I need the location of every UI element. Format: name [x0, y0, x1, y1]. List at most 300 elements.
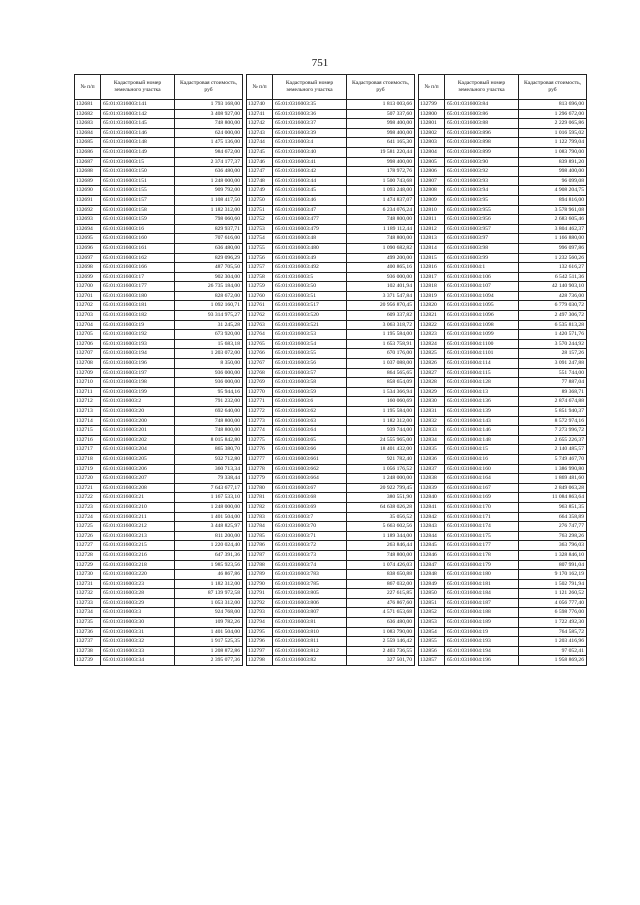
table-row — [419, 167, 587, 177]
cadastral-number: 65:01:0316003:198 — [101, 378, 175, 388]
cadastral-number: 65:01:0316003:206 — [101, 464, 175, 474]
cadastral-value: 748 800,00 — [347, 234, 415, 244]
row-number: 132811 — [419, 215, 445, 225]
table-row — [247, 205, 415, 215]
cadastral-value: 1 401 504,00 — [175, 512, 243, 522]
table-row — [419, 618, 587, 628]
row-number: 132778 — [247, 464, 273, 474]
cadastral-value: 132 616,27 — [519, 263, 587, 273]
table-row — [247, 224, 415, 234]
row-number: 132715 — [75, 426, 101, 436]
cadastral-value: 3 448 825,97 — [175, 522, 243, 532]
row-number: 132764 — [247, 330, 273, 340]
cadastral-number: 65:01:0316004:1100 — [445, 339, 519, 349]
row-number: 132807 — [419, 176, 445, 186]
table-row — [75, 119, 243, 129]
cadastral-number: 65:01:0316003:158 — [101, 205, 175, 215]
table-row — [75, 589, 243, 599]
row-number: 132833 — [419, 426, 445, 436]
cadastral-value: 748 800,00 — [175, 119, 243, 129]
table-row — [419, 397, 587, 407]
cadastral-value: 939 744,00 — [347, 426, 415, 436]
cadastral-value: 748 800,00 — [347, 215, 415, 225]
row-number: 132710 — [75, 378, 101, 388]
table-row — [75, 531, 243, 541]
table-row — [247, 176, 415, 186]
cadastral-value: 35 056,52 — [347, 512, 415, 522]
cadastral-value: 2 403 736,55 — [347, 646, 415, 656]
cadastral-number: 65:01:0316003:783 — [273, 570, 347, 580]
cadastral-number: 65:01:0316004:178 — [445, 550, 519, 560]
cadastral-number: 65:01:0316004:177 — [445, 541, 519, 551]
cadastral-number: 65:01:0316003:41 — [273, 157, 347, 167]
cadastral-value: 829 096,29 — [175, 253, 243, 263]
table-row — [75, 416, 243, 426]
row-number: 132780 — [247, 483, 273, 493]
cadastral-value: 1 083 790,00 — [347, 627, 415, 637]
row-number: 132837 — [419, 464, 445, 474]
cadastral-value: 1 203 072,00 — [175, 349, 243, 359]
cadastral-number: 65:01:0316003:98 — [445, 243, 519, 253]
cadastral-number: 65:01:0316004:196 — [445, 656, 519, 666]
table-row — [247, 109, 415, 119]
cadastral-value: 7 273 996,72 — [519, 426, 587, 436]
row-number: 132792 — [247, 598, 273, 608]
table-row — [75, 502, 243, 512]
table-row — [419, 205, 587, 215]
row-number: 132775 — [247, 435, 273, 445]
cadastral-number: 65:01:0316003:812 — [273, 646, 347, 656]
cadastral-number: 65:01:0316003:6 — [273, 397, 347, 407]
table-row — [75, 157, 243, 167]
row-number: 132797 — [247, 646, 273, 656]
table-row — [75, 646, 243, 656]
table-row — [75, 301, 243, 311]
table-row — [419, 272, 587, 282]
cadastral-value: 1 869 481,60 — [519, 474, 587, 484]
cadastral-number: 65:01:0316003:23 — [101, 579, 175, 589]
table-row — [419, 426, 587, 436]
cadastral-value: 813 696,00 — [519, 100, 587, 110]
cadastral-number: 65:01:0316003:58 — [273, 378, 347, 388]
row-number: 132737 — [75, 637, 101, 647]
row-number: 132782 — [247, 502, 273, 512]
cadastral-value: 9 170 162,19 — [519, 570, 587, 580]
table-row — [419, 186, 587, 196]
cadastral-value: 5 851 940,37 — [519, 407, 587, 417]
row-number: 132713 — [75, 407, 101, 417]
cadastral-number: 65:01:0316004:1098 — [445, 320, 519, 330]
cadastral-value: 3 063 318,72 — [347, 320, 415, 330]
row-number: 132772 — [247, 407, 273, 417]
row-number: 132747 — [247, 167, 273, 177]
cadastral-number: 65:01:0316004:164 — [445, 474, 519, 484]
table-row — [75, 378, 243, 388]
cadastral-value: 636 480,00 — [175, 167, 243, 177]
row-number: 132721 — [75, 483, 101, 493]
row-number: 132768 — [247, 368, 273, 378]
table-row — [419, 598, 587, 608]
row-number: 132816 — [419, 263, 445, 273]
cadastral-value: 909 792,00 — [175, 186, 243, 196]
table-row — [247, 195, 415, 205]
row-number: 132823 — [419, 330, 445, 340]
row-number: 132700 — [75, 282, 101, 292]
row-number: 132688 — [75, 167, 101, 177]
row-number: 132684 — [75, 128, 101, 138]
header-cadastral-number: Кадастровый номер земельного участка — [273, 75, 347, 100]
cadastral-value: 1 182 312,00 — [175, 579, 243, 589]
cadastral-number: 65:01:0316003:99 — [445, 253, 519, 263]
table-row — [75, 330, 243, 340]
table-row — [75, 147, 243, 157]
table-row — [75, 512, 243, 522]
row-number: 132804 — [419, 147, 445, 157]
row-number: 132826 — [419, 359, 445, 369]
cadastral-value: 1 195 584,00 — [347, 330, 415, 340]
cadastral-value: 1 195 584,00 — [347, 407, 415, 417]
table-row — [247, 570, 415, 580]
table-row — [419, 656, 587, 666]
cadastral-number: 65:01:0316003:65 — [273, 435, 347, 445]
table-row — [247, 445, 415, 455]
table-row — [75, 627, 243, 637]
row-number: 132755 — [247, 243, 273, 253]
cadastral-value: 839 891,20 — [519, 157, 587, 167]
cadastral-value: 1 653 758,91 — [347, 339, 415, 349]
row-number: 132825 — [419, 349, 445, 359]
cadastral-value: 3 091 247,88 — [519, 359, 587, 369]
cadastral-number: 65:01:0316003:192 — [101, 330, 175, 340]
row-number: 132736 — [75, 627, 101, 637]
table-row — [419, 311, 587, 321]
cadastral-number: 65:01:0316003:899 — [445, 147, 519, 157]
cadastral-number: 65:01:0316003:50 — [273, 282, 347, 292]
cadastral-number: 65:01:0316003:56 — [273, 359, 347, 369]
cadastral-value: 858 654,09 — [347, 378, 415, 388]
row-number: 132726 — [75, 531, 101, 541]
table-row — [419, 464, 587, 474]
row-number: 132788 — [247, 560, 273, 570]
row-number: 132763 — [247, 320, 273, 330]
table-row — [419, 301, 587, 311]
cadastral-value: 11 084 863,64 — [519, 493, 587, 503]
row-number: 132855 — [419, 637, 445, 647]
cadastral-number: 65:01:0316003:93 — [445, 176, 519, 186]
table-row — [75, 656, 243, 666]
cadastral-value: 798 060,60 — [175, 215, 243, 225]
header-num: № п/п — [247, 75, 273, 100]
row-number: 132846 — [419, 550, 445, 560]
cadastral-number: 65:01:0316003:181 — [101, 301, 175, 311]
table-row — [75, 608, 243, 618]
cadastral-value: 400 865,16 — [347, 263, 415, 273]
row-number: 132744 — [247, 138, 273, 148]
cadastral-number: 65:01:0316003:182 — [101, 311, 175, 321]
row-number: 132856 — [419, 646, 445, 656]
table-row — [419, 359, 587, 369]
table-row — [75, 493, 243, 503]
row-number: 132686 — [75, 147, 101, 157]
table-row — [75, 579, 243, 589]
cadastral-value: 807 991,04 — [519, 560, 587, 570]
table-row — [75, 349, 243, 359]
cadastral-number: 65:01:0316004:189 — [445, 618, 519, 628]
cadastral-number: 65:01:0316003:49 — [273, 253, 347, 263]
cadastral-number: 65:01:0316003:62 — [273, 407, 347, 417]
cadastral-value: 1 502 791,94 — [519, 579, 587, 589]
table-row — [419, 483, 587, 493]
table-row — [247, 186, 415, 196]
cadastral-value: 2 497 306,72 — [519, 311, 587, 321]
table-row — [419, 368, 587, 378]
header-num: № п/п — [419, 75, 445, 100]
row-number: 132808 — [419, 186, 445, 196]
row-number: 132758 — [247, 272, 273, 282]
table-row — [75, 195, 243, 205]
cadastral-value: 360 713,34 — [175, 464, 243, 474]
cadastral-number: 65:01:0316004:174 — [445, 522, 519, 532]
cadastral-value: 89 368,71 — [519, 387, 587, 397]
cadastral-value: 227 615,85 — [347, 589, 415, 599]
cadastral-number: 65:01:0316004:167 — [445, 483, 519, 493]
cadastral-value: 864 565,65 — [347, 368, 415, 378]
cadastral-value: 902 304,00 — [175, 272, 243, 282]
cadastral-value: 1 167 533,10 — [175, 493, 243, 503]
table-row — [75, 186, 243, 196]
cadastral-number: 65:01:0316004:188 — [445, 608, 519, 618]
table-row — [75, 522, 243, 532]
cadastral-value: 692 640,00 — [175, 407, 243, 417]
row-number: 132790 — [247, 579, 273, 589]
table-row — [247, 550, 415, 560]
row-number: 132781 — [247, 493, 273, 503]
cadastral-value: 26 735 184,00 — [175, 282, 243, 292]
cadastral-number: 65:01:0316003:40 — [273, 147, 347, 157]
cadastral-number: 65:01:0316003:805 — [273, 589, 347, 599]
row-number: 132838 — [419, 474, 445, 484]
table-row — [419, 589, 587, 599]
table-row — [419, 579, 587, 589]
cadastral-value: 1 474 837,07 — [347, 195, 415, 205]
cadastral-value: 4 908 204,75 — [519, 186, 587, 196]
cadastral-value: 921 782,40 — [347, 454, 415, 464]
table-row — [75, 100, 243, 110]
cadastral-number: 65:01:0316003:785 — [273, 579, 347, 589]
row-number: 132761 — [247, 301, 273, 311]
cadastral-number: 65:01:0316004:175 — [445, 531, 519, 541]
table-row — [419, 560, 587, 570]
row-number: 132848 — [419, 570, 445, 580]
cadastral-number: 65:01:0316003:898 — [445, 138, 519, 148]
cadastral-number: 65:01:0316004:180 — [445, 570, 519, 580]
row-number: 132832 — [419, 416, 445, 426]
table-row — [419, 100, 587, 110]
row-number: 132774 — [247, 426, 273, 436]
cadastral-value: 894 816,00 — [519, 195, 587, 205]
row-number: 132766 — [247, 349, 273, 359]
cadastral-number: 65:01:0316003:39 — [273, 128, 347, 138]
row-number: 132694 — [75, 224, 101, 234]
cadastral-number: 65:01:0316003:151 — [101, 176, 175, 186]
cadastral-number: 65:01:0316003:7 — [273, 512, 347, 522]
table-row — [75, 541, 243, 551]
cadastral-value: 624 000,00 — [175, 128, 243, 138]
cadastral-value: 28 157,26 — [519, 349, 587, 359]
cadastral-value: 1 122 799,04 — [519, 138, 587, 148]
cadastral-value: 936 000,00 — [175, 368, 243, 378]
cadastral-value: 932 712,80 — [175, 454, 243, 464]
table-row — [75, 253, 243, 263]
cadastral-number: 65:01:0316003:63 — [273, 416, 347, 426]
table-row — [419, 176, 587, 186]
table-row — [419, 570, 587, 580]
cadastral-number: 65:01:0316004:1099 — [445, 330, 519, 340]
table-row — [247, 387, 415, 397]
row-number: 132841 — [419, 502, 445, 512]
cadastral-value: 31 245,28 — [175, 320, 243, 330]
cadastral-value: 3 570 244,92 — [519, 339, 587, 349]
row-number: 132805 — [419, 157, 445, 167]
cadastral-value: 551 744,00 — [519, 368, 587, 378]
table-row — [247, 243, 415, 253]
table-row — [419, 637, 587, 647]
table-row — [247, 359, 415, 369]
cadastral-number: 65:01:0316003:28 — [101, 589, 175, 599]
cadastral-value: 1 232 560,26 — [519, 253, 587, 263]
cadastral-value: 998 400,00 — [347, 119, 415, 129]
table-row — [419, 195, 587, 205]
cadastral-value: 96 099,08 — [519, 176, 587, 186]
cadastral-number: 65:01:0316003:47 — [273, 205, 347, 215]
cadastral-table-column-3 — [418, 74, 587, 666]
cadastral-number: 65:01:0316003:94 — [445, 186, 519, 196]
header-num: № п/п — [75, 75, 101, 100]
row-number: 132844 — [419, 531, 445, 541]
table-row — [75, 243, 243, 253]
cadastral-number: 65:01:0316003:208 — [101, 483, 175, 493]
row-number: 132724 — [75, 512, 101, 522]
cadastral-number: 65:01:0316003:57 — [273, 368, 347, 378]
cadastral-number: 65:01:0316003:661 — [273, 454, 347, 464]
table-row — [75, 339, 243, 349]
row-number: 132849 — [419, 579, 445, 589]
table-row — [419, 550, 587, 560]
table-row — [247, 560, 415, 570]
row-number: 132689 — [75, 176, 101, 186]
row-number: 132702 — [75, 301, 101, 311]
table-row — [75, 435, 243, 445]
table-row — [247, 627, 415, 637]
cadastral-value: 263 846,44 — [347, 541, 415, 551]
table-row — [75, 474, 243, 484]
row-number: 132711 — [75, 387, 101, 397]
table-row — [419, 215, 587, 225]
cadastral-value: 7 643 677,17 — [175, 483, 243, 493]
table-row — [247, 234, 415, 244]
cadastral-value: 8 015 842,80 — [175, 435, 243, 445]
row-number: 132727 — [75, 541, 101, 551]
cadastral-value: 998 400,00 — [347, 157, 415, 167]
cadastral-value: 4 571 653,68 — [347, 608, 415, 618]
cadastral-value: 476 867,60 — [347, 598, 415, 608]
cadastral-value: 64 638 026,28 — [347, 502, 415, 512]
row-number: 132720 — [75, 474, 101, 484]
row-number: 132822 — [419, 320, 445, 330]
cadastral-number: 65:01:0316003:521 — [273, 320, 347, 330]
cadastral-value: 276 747,77 — [519, 522, 587, 532]
table-row — [247, 320, 415, 330]
row-number: 132749 — [247, 186, 273, 196]
cadastral-number: 65:01:0316003:19 — [101, 320, 175, 330]
row-number: 132719 — [75, 464, 101, 474]
table-row — [419, 416, 587, 426]
table-row — [419, 349, 587, 359]
cadastral-value: 1 475 136,00 — [175, 138, 243, 148]
cadastral-number: 65:01:0316003:71 — [273, 531, 347, 541]
row-number: 132696 — [75, 243, 101, 253]
cadastral-number: 65:01:0316003:197 — [101, 368, 175, 378]
cadastral-value: 1 182 312,00 — [175, 205, 243, 215]
cadastral-value: 2 140 485,57 — [519, 445, 587, 455]
cadastral-number: 65:01:0316003:90 — [445, 157, 519, 167]
table-row — [75, 560, 243, 570]
row-number: 132722 — [75, 493, 101, 503]
row-number: 132817 — [419, 272, 445, 282]
cadastral-number: 65:01:0316003:48 — [273, 234, 347, 244]
row-number: 132682 — [75, 109, 101, 119]
cadastral-number: 65:01:0316003:517 — [273, 301, 347, 311]
row-number: 132789 — [247, 570, 273, 580]
cadastral-value: 3 371 547,84 — [347, 291, 415, 301]
header-cadastral-number: Кадастровый номер земельного участка — [445, 75, 519, 100]
cadastral-number: 65:01:0316003:51 — [273, 291, 347, 301]
cadastral-value: 1 090 682,82 — [347, 243, 415, 253]
cadastral-value: 87 139 972,58 — [175, 589, 243, 599]
row-number: 132806 — [419, 167, 445, 177]
cadastral-number: 65:01:0316003:479 — [273, 224, 347, 234]
table-row — [419, 493, 587, 503]
cadastral-number: 65:01:0316003:95 — [445, 195, 519, 205]
row-number: 132787 — [247, 550, 273, 560]
row-number: 132857 — [419, 656, 445, 666]
cadastral-value: 1 328 846,10 — [519, 550, 587, 560]
row-number: 132717 — [75, 445, 101, 455]
table-row — [247, 646, 415, 656]
table-row — [419, 147, 587, 157]
table-row — [419, 445, 587, 455]
row-number: 132812 — [419, 224, 445, 234]
cadastral-number: 65:01:0316003:67 — [273, 483, 347, 493]
table-row — [419, 263, 587, 273]
cadastral-value: 8 350,00 — [175, 359, 243, 369]
table-row — [419, 234, 587, 244]
row-number: 132718 — [75, 454, 101, 464]
cadastral-value: 93 314 975,27 — [175, 311, 243, 321]
cadastral-value: 2 849 063,28 — [519, 483, 587, 493]
cadastral-number: 65:01:0316003:811 — [273, 637, 347, 647]
row-number: 132773 — [247, 416, 273, 426]
cadastral-number: 65:01:0316003:34 — [101, 656, 175, 666]
cadastral-value: 363 796,03 — [519, 541, 587, 551]
cadastral-number: 65:01:0316003:177 — [101, 282, 175, 292]
table-row — [247, 301, 415, 311]
cadastral-number: 65:01:0316003:55 — [273, 349, 347, 359]
cadastral-number: 65:01:0316004:171 — [445, 512, 519, 522]
table-row — [247, 416, 415, 426]
table-row — [247, 531, 415, 541]
cadastral-number: 65:01:0316003:807 — [273, 608, 347, 618]
